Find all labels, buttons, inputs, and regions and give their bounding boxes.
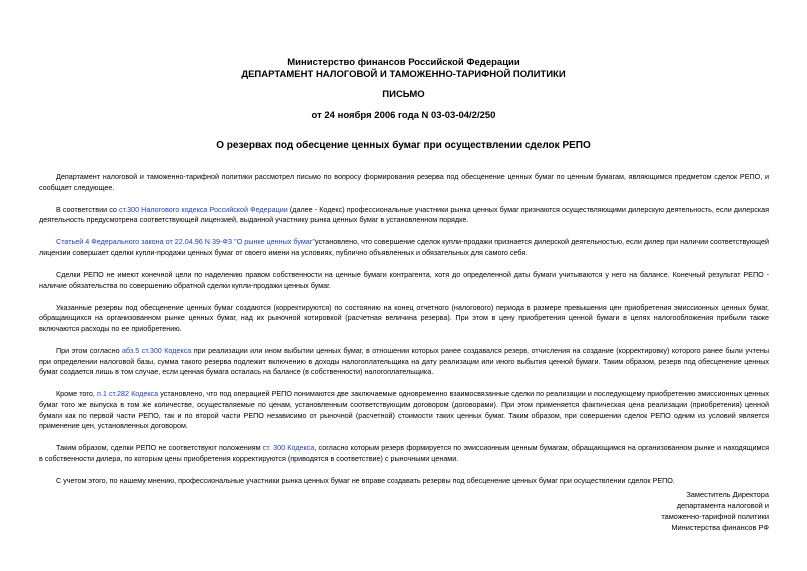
paragraph-9: С учетом этого, по нашему мнению, профессиональные участники рынка ценных бумаг не вправе создавать резервы под обесценение ценных бумаг при осуществлении сделок РЕПО. [56, 475, 675, 485]
department-name: ДЕПАРТАМЕНТ НАЛОГОВОЙ И ТАМОЖЕННО-ТАРИФНОЙ ПОЛИТИКИ [241, 69, 566, 80]
paragraph-8-text-post: , согласно которым резерв формируется по эмиссионным ценным бумагам, обращающимся на организованном рынке и находящимся в собственности дилера, по которым цены приобретения корректируются (приводятся в соответствие) с рыночными ценами. [39, 443, 769, 463]
signature-line-1: Заместитель Директора [686, 490, 769, 499]
paragraph-3 [39, 237, 769, 258]
link-securities-market-law[interactable]: Статьей 4 Федерального закона от 22.04.96 N 39-ФЗ "О рынке ценных бумаг" [56, 237, 315, 247]
paragraph-8 [39, 443, 769, 464]
link-art282-p1[interactable]: п.1 ст.282 Кодекса [96, 389, 159, 399]
link-art300-para5[interactable]: абз.5 ст.300 Кодекса [122, 346, 192, 356]
paragraph-2-text-post: (далее - Кодекс) профессиональные участники рынка ценных бумаг признаются осуществляющими дилерскую деятельность, если дилерская деятельность предусмотрена соответствующей лицензией, выданной участнику рынка ценных бумаг в установленном порядке. [39, 204, 770, 225]
paragraph-6-text-post: при реализации или ином выбытии ценных бумаг, в отношении которых ранее создавался резерв, отчисления на создание (корректировку) которого ранее были учтены при определении налоговой базы, сумма такого резерва подлежит включению в доходы налогоплательщика на дату реализации или иного выбытия ценной бумаги. Таким образом, резерв под обесценение ценных бумаг создается лишь в том случае, если ценная бумага осталась на балансе (в собственности) налогоплательщика. [39, 346, 770, 377]
paragraph-2 [39, 205, 769, 226]
paragraph-8-text-pre: Таким образом, сделки РЕПО не соответствуют положениям [56, 443, 263, 453]
paragraph-7-text-post: установлено, что под операцией РЕПО понимаются две заключаемые одновременно взаимосвязанные сделки по реализации и последующему приобретению эмиссионных ценных бумаг того же выпуска в том же количестве, осуществляемые по ценам, установленным соответствующим договором (договорами). При этом применяется фактическая цена реализации (приобретения) ценной бумаги как по первой части РЕПО, так и по второй части РЕПО независимо от рыночной (расчетной) стоимости таких ценных бумаг. Таким образом, при совершении сделок РЕПО одним из условий является применение цен, установленных договором. [39, 389, 769, 431]
document-type: ПИСЬМО [382, 89, 425, 100]
paragraph-5: Указанные резервы под обесценение ценных бумаг создаются (корректируются) по состоянию на конец отчетного (налогового) периода в размере превышения цен приобретения эмиссионных ценных бумаг, обращающихся на организованном рынке ценных бумаг, над их рыночной котировкой (расчетная величина резерва). При этом в цену приобретения ценной бумаги в целях налогообложения прибыли также включаются расходы по ее приобретению. [39, 302, 769, 333]
paragraph-1: Департамент налоговой и таможенно-тарифной политики рассмотрел письмо по вопросу формирования резерва под обесценение ценных бумаг по ценным бумагам, являющимся предметом сделок РЕПО, и сообщает следующее. [39, 172, 769, 192]
link-art300[interactable]: ст. 300 Кодекса [262, 443, 315, 453]
paragraph-6 [39, 346, 769, 378]
signature-line-3: таможенно-тарифной политики [661, 512, 769, 521]
document-subject: О резервах под обесцение ценных бумаг при осуществлении сделок РЕПО [216, 140, 591, 151]
paragraph-7-text-pre: Кроме того, [56, 389, 97, 399]
document-dateline: от 24 ноября 2006 года N 03-03-04/2/250 [311, 110, 496, 121]
paragraph-3-text-post: установлено, что совершение сделок купли-продажи признается дилерской деятельностью, если дилер при наличии соответствующей лицензии совершает сделки купли-продажи ценных бумаг от своего имени на условиях, публично объявленных и обязательных для самого себя. [39, 237, 770, 257]
paragraph-2-text-pre: В соответствии со [56, 204, 119, 214]
document-body [39, 172, 769, 498]
signature-block [661, 489, 769, 533]
document-header [0, 57, 807, 81]
paragraph-6-text-pre: При этом согласно [56, 346, 123, 356]
paragraph-4: Сделки РЕПО не имеют конечной цели по наделению правом собственности на ценные бумаги контрагента, хотя до определенной даты бумаги учитываются у него на балансе. Конечный результат РЕПО - наличие обязательства по совершению обратной сделки купли-продажи ценных бумаг. [39, 270, 769, 290]
paragraph-7 [39, 389, 769, 431]
signature-line-4: Министерства финансов РФ [671, 523, 769, 532]
ministry-name: Министерство финансов Российской Федерации [287, 57, 520, 68]
signature-line-2: департамента налоговой и [676, 501, 769, 510]
link-tax-code-art300[interactable]: ст.300 Налогового кодекса Российской Федерации [118, 204, 288, 214]
